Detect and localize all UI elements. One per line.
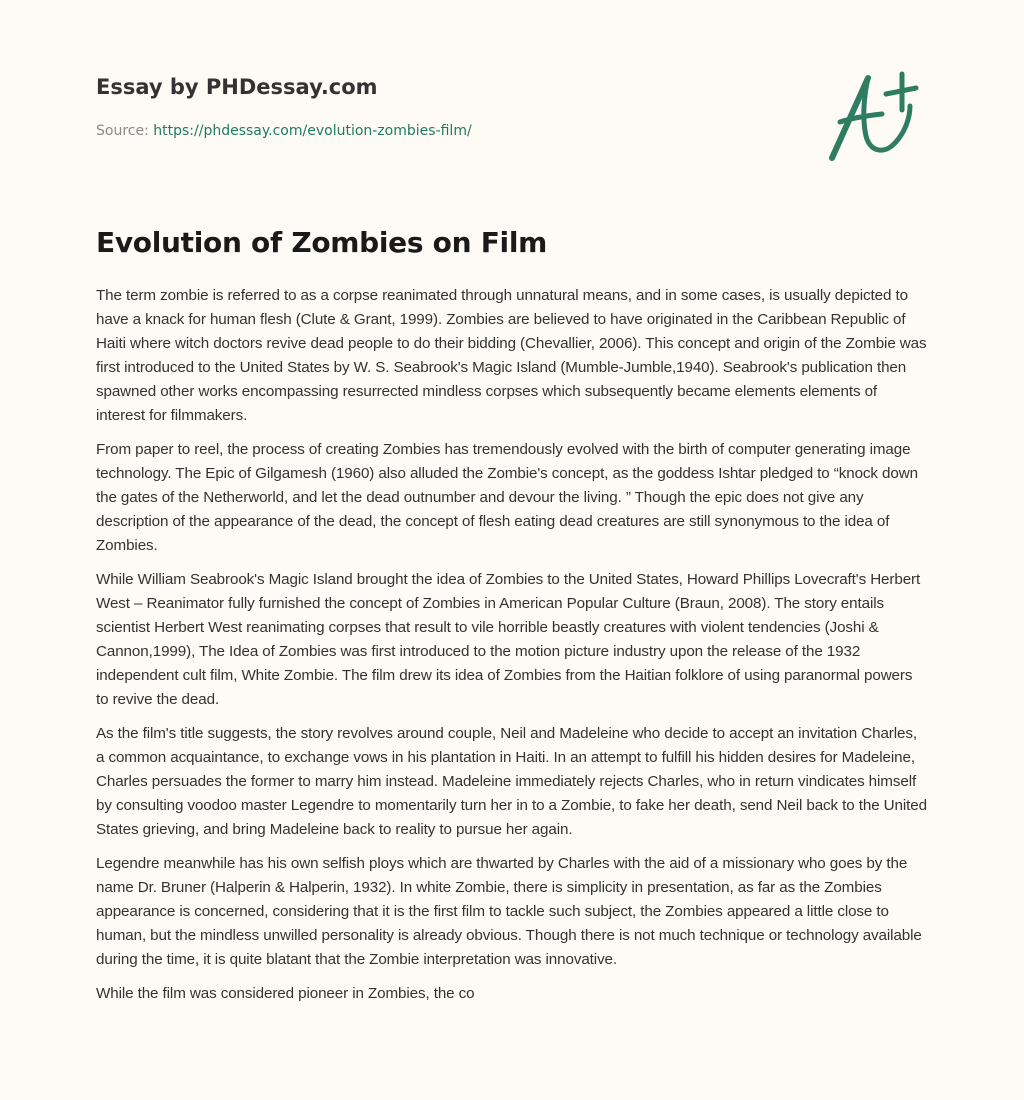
source-label: Source: — [96, 123, 154, 139]
essay-paragraph: As the film's title suggests, the story revolves around couple, Neil and Madeleine who decide to accept an invitation Charles, a common acquaintance, to exchange vows in his plantation in Haiti. In an attempt to fulfill his hidden desires for Madeleine, Charles persuades the former to marry him instead. Madeleine immediately rejects Charles, who in return vindicates himself by consulting voodoo master Legendre to momentarily turn her in to a Zombie, to fake her death, send Neil back to the United States grieving, and bring Madeleine back to reality to pursue her again. — [96, 725, 927, 838]
essay-body — [96, 284, 928, 1016]
a-plus-grade-icon — [824, 66, 928, 166]
source-line — [96, 123, 472, 139]
essay-paragraph: From paper to reel, the process of creating Zombies has tremendously evolved with the birth of computer generating image technology. The Epic of Gilgamesh (1960) also alluded the Zombie's concept, as the goddess Ishtar pledged to “knock down the gates of the Netherworld, and let the dead outnumber and devour the living. ” Though the epic does not give any description of the appearance of the dead, the concept of flesh eating dead creatures are still synonymous to the idea of Zombies. — [96, 441, 918, 554]
essay-paragraph: The term zombie is referred to as a corpse reanimated through unnatural means, and in some cases, is usually depicted to have a knack for human flesh (Clute & Grant, 1999). Zombies are believed to have originated in the Caribbean Republic of Haiti where witch doctors revive dead people to do their bidding (Chevallier, 2006). This concept and origin of the Zombie was first introduced to the United States by W. S. Seabrook's Magic Island (Mumble-Jumble,1940). Seabrook's publication then spawned other works encompassing resurrected mindless corpses which subsequently became elements elements of interest for filmmakers. — [96, 287, 927, 424]
page-header — [96, 0, 928, 200]
essay-paragraph-truncated: While the film was considered pioneer in Zombies, the co — [96, 985, 475, 1002]
brand-title: Essay by PHDessay.com — [96, 75, 378, 99]
source-link[interactable]: https://phdessay.com/evolution-zombies-film/ — [153, 123, 472, 139]
essay-paragraph: Legendre meanwhile has his own selfish ploys which are thwarted by Charles with the aid of a missionary who goes by the name Dr. Bruner (Halperin & Halperin, 1932). In white Zombie, there is simplicity in presentation, as far as the Zombies appearance is concerned, considering that it is the first film to tackle such subject, the Zombies appeared a little close to human, but the mindless unwilled personality is already obvious. Though there is not much technique or technology available during the time, it is quite blatant that the Zombie interpretation was innovative. — [96, 855, 922, 968]
essay-page — [96, 0, 928, 1002]
essay-title: Evolution of Zombies on Film — [96, 226, 547, 259]
essay-paragraph: While William Seabrook's Magic Island brought the idea of Zombies to the United States, Howard Phillips Lovecraft's Herbert West – Reanimator fully furnished the concept of Zombies in American Popular Culture (Braun, 2008). The story entails scientist Herbert West reanimating corpses that result to vile horrible beastly creatures with violent tendencies (Joshi & Cannon,1999), The Idea of Zombies was first introduced to the motion picture industry upon the release of the 1932 independent cult film, White Zombie. The film drew its idea of Zombies from the Haitian folklore of using paranormal powers to revive the dead. — [96, 571, 921, 708]
